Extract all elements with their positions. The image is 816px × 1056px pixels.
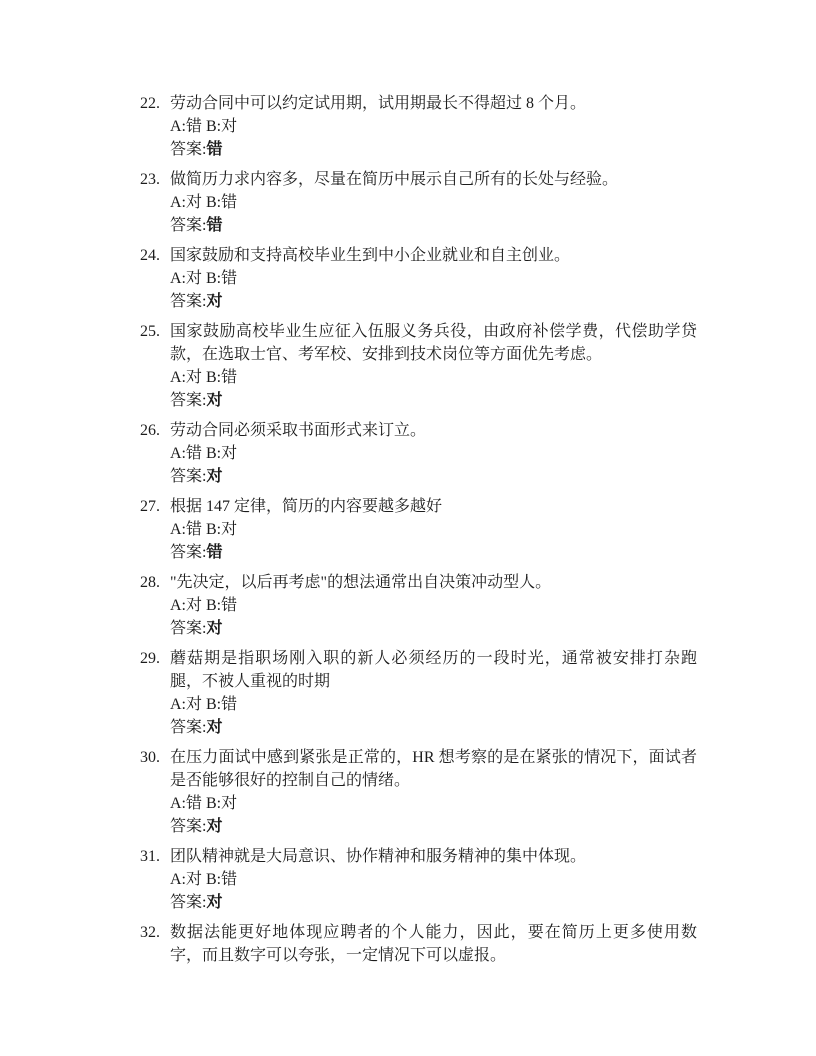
- answer-label: 答案:: [170, 217, 207, 234]
- question-options: A:对 B:错: [170, 597, 238, 614]
- question-answer: [170, 617, 697, 640]
- question-answer: [170, 716, 697, 739]
- question-answer: [170, 138, 697, 161]
- question-options: A:错 B:对: [170, 118, 238, 135]
- answer-label: 答案:: [170, 719, 207, 736]
- question-number: 25.: [140, 323, 160, 340]
- question-answer: [170, 290, 697, 313]
- answer-value: 对: [206, 818, 223, 835]
- question-item: [140, 244, 697, 313]
- question-answer: [170, 389, 697, 412]
- question-number: 32.: [140, 924, 160, 941]
- question-text: 劳动合同必须采取书面形式来订立。: [170, 422, 427, 439]
- answer-label: 答案:: [170, 544, 207, 561]
- question-number: 23.: [140, 171, 160, 188]
- question-answer: [170, 541, 697, 564]
- question-item: [140, 92, 697, 161]
- question-body: [170, 320, 697, 412]
- question-number: 30.: [140, 749, 160, 766]
- question-number: 27.: [140, 498, 160, 515]
- question-options: A:对 B:错: [170, 871, 238, 888]
- question-item: [140, 320, 697, 412]
- question-number: 24.: [140, 247, 160, 264]
- question-body: [170, 845, 697, 914]
- answer-value: 对: [206, 293, 223, 310]
- question-options: A:对 B:错: [170, 194, 238, 211]
- answer-value: 对: [206, 620, 223, 637]
- question-options: A:对 B:错: [170, 270, 238, 287]
- answer-value: 对: [206, 894, 223, 911]
- question-item: [140, 168, 697, 237]
- answer-label: 答案:: [170, 468, 207, 485]
- question-number: 22.: [140, 95, 160, 112]
- question-item: [140, 419, 697, 488]
- question-body: [170, 495, 697, 564]
- answer-label: 答案:: [170, 620, 207, 637]
- answer-label: 答案:: [170, 392, 207, 409]
- question-number: 26.: [140, 422, 160, 439]
- question-options: A:对 B:错: [170, 696, 238, 713]
- answer-value: 对: [206, 392, 223, 409]
- question-list: [140, 92, 697, 967]
- question-answer: [170, 214, 697, 237]
- question-text: 国家鼓励高校毕业生应征入伍服义务兵役，由政府补偿学费，代偿助学贷款，在选取士官、考军校、安排到技术岗位等方面优先考虑。: [170, 323, 697, 363]
- question-body: [170, 647, 697, 739]
- question-number: 28.: [140, 574, 160, 591]
- question-options: A:错 B:对: [170, 445, 238, 462]
- question-item: [140, 571, 697, 640]
- answer-value: 错: [206, 544, 223, 561]
- answer-label: 答案:: [170, 894, 207, 911]
- question-answer: [170, 891, 697, 914]
- question-text: 数据法能更好地体现应聘者的个人能力，因此，要在简历上更多使用数字，而且数字可以夸张，一定情况下可以虚报。: [170, 924, 697, 964]
- question-item: [140, 921, 697, 967]
- question-answer: [170, 465, 697, 488]
- question-number: 31.: [140, 848, 160, 865]
- question-text: 团队精神就是大局意识、协作精神和服务精神的集中体现。: [170, 848, 587, 865]
- question-item: [140, 845, 697, 914]
- question-body: [170, 571, 697, 640]
- answer-label: 答案:: [170, 818, 207, 835]
- answer-value: 错: [206, 141, 223, 158]
- question-text: 在压力面试中感到紧张是正常的，HR 想考察的是在紧张的情况下，面试者是否能够很好的控制自己的情绪。: [170, 749, 697, 789]
- question-body: [170, 921, 697, 967]
- question-text: 蘑菇期是指职场刚入职的新人必须经历的一段时光，通常被安排打杂跑腿，不被人重视的时期: [170, 650, 697, 690]
- answer-value: 对: [206, 719, 223, 736]
- question-options: A:错 B:对: [170, 521, 238, 538]
- question-body: [170, 92, 697, 161]
- question-text: 根据 147 定律，简历的内容要越多越好: [170, 498, 443, 515]
- question-text: 国家鼓励和支持高校毕业生到中小企业就业和自主创业。: [170, 247, 571, 264]
- question-text: "先决定，以后再考虑"的想法通常出自决策冲动型人。: [170, 574, 552, 591]
- question-number: 29.: [140, 650, 160, 667]
- answer-label: 答案:: [170, 293, 207, 310]
- answer-value: 错: [206, 217, 223, 234]
- answer-label: 答案:: [170, 141, 207, 158]
- question-item: [140, 746, 697, 838]
- question-body: [170, 746, 697, 838]
- question-text: 做简历力求内容多，尽量在简历中展示自己所有的长处与经验。: [170, 171, 619, 188]
- question-answer: [170, 815, 697, 838]
- answer-value: 对: [206, 468, 223, 485]
- question-text: 劳动合同中可以约定试用期，试用期最长不得超过 8 个月。: [170, 95, 587, 112]
- question-item: [140, 495, 697, 564]
- question-item: [140, 647, 697, 739]
- question-options: A:对 B:错: [170, 369, 238, 386]
- question-body: [170, 168, 697, 237]
- question-body: [170, 244, 697, 313]
- question-options: A:错 B:对: [170, 795, 238, 812]
- question-body: [170, 419, 697, 488]
